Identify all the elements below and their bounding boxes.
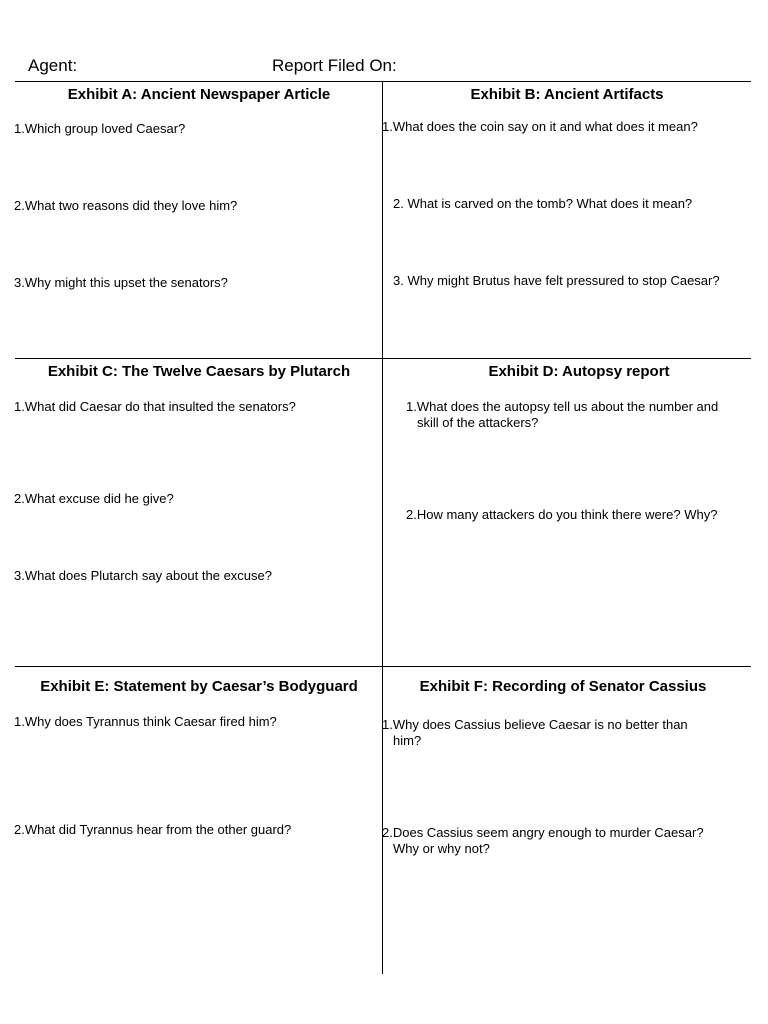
exhibit-b-question-3: 3. Why might Brutus have felt pressured to stop Caesar?	[393, 273, 720, 288]
exhibit-f-question-2-line-1: 2.Does Cassius seem angry enough to murder Caesar?	[382, 825, 704, 840]
row-divider-2	[15, 666, 751, 667]
exhibit-e-question-1: 1.Why does Tyrannus think Caesar fired him?	[14, 714, 277, 729]
exhibit-e-title: Exhibit E: Statement by Caesar’s Bodyguard	[40, 678, 358, 695]
exhibit-b-title: Exhibit B: Ancient Artifacts	[470, 86, 664, 103]
exhibit-d-question-2: 2.How many attackers do you think there were? Why?	[406, 507, 718, 522]
header-divider	[15, 81, 751, 82]
exhibit-d-question-1	[406, 399, 718, 431]
row-divider-1	[15, 358, 751, 359]
exhibit-c-title: Exhibit C: The Twelve Caesars by Plutarch	[47, 363, 351, 380]
exhibit-f-title: Exhibit F: Recording of Senator Cassius	[419, 678, 707, 695]
report-filed-label: Report Filed On:	[272, 56, 397, 75]
exhibit-a-question-2: 2.What two reasons did they love him?	[14, 198, 238, 213]
exhibit-a-title: Exhibit A: Ancient Newspaper Article	[67, 86, 331, 103]
exhibit-b-question-1: 1.What does the coin say on it and what does it mean?	[382, 119, 698, 134]
exhibit-d-title: Exhibit D: Autopsy report	[488, 363, 670, 380]
exhibit-c-question-1: 1.What did Caesar do that insulted the senators?	[14, 399, 296, 414]
exhibit-b-question-2: 2. What is carved on the tomb? What does it mean?	[393, 196, 693, 211]
exhibit-f-question-1	[382, 717, 688, 749]
exhibit-a-question-1: 1.Which group loved Caesar?	[14, 121, 186, 136]
exhibit-d-question-1-line-1: 1.What does the autopsy tell us about the number and	[406, 399, 719, 414]
exhibit-f-question-2	[382, 825, 704, 857]
exhibit-d-question-1-line-2: skill of the attackers?	[417, 415, 539, 430]
exhibit-a-question-3: 3.Why might this upset the senators?	[14, 275, 228, 290]
exhibit-f-question-1-line-2: him?	[393, 733, 422, 748]
exhibit-c-question-2: 2.What excuse did he give?	[14, 491, 174, 506]
exhibit-e-question-2: 2.What did Tyrannus hear from the other guard?	[14, 822, 292, 837]
exhibit-c-question-3: 3.What does Plutarch say about the excuse?	[14, 568, 272, 583]
exhibit-f-question-1-line-1: 1.Why does Cassius believe Caesar is no better than	[382, 717, 688, 732]
agent-label: Agent:	[28, 56, 78, 75]
exhibit-f-question-2-line-2: Why or why not?	[393, 841, 490, 856]
